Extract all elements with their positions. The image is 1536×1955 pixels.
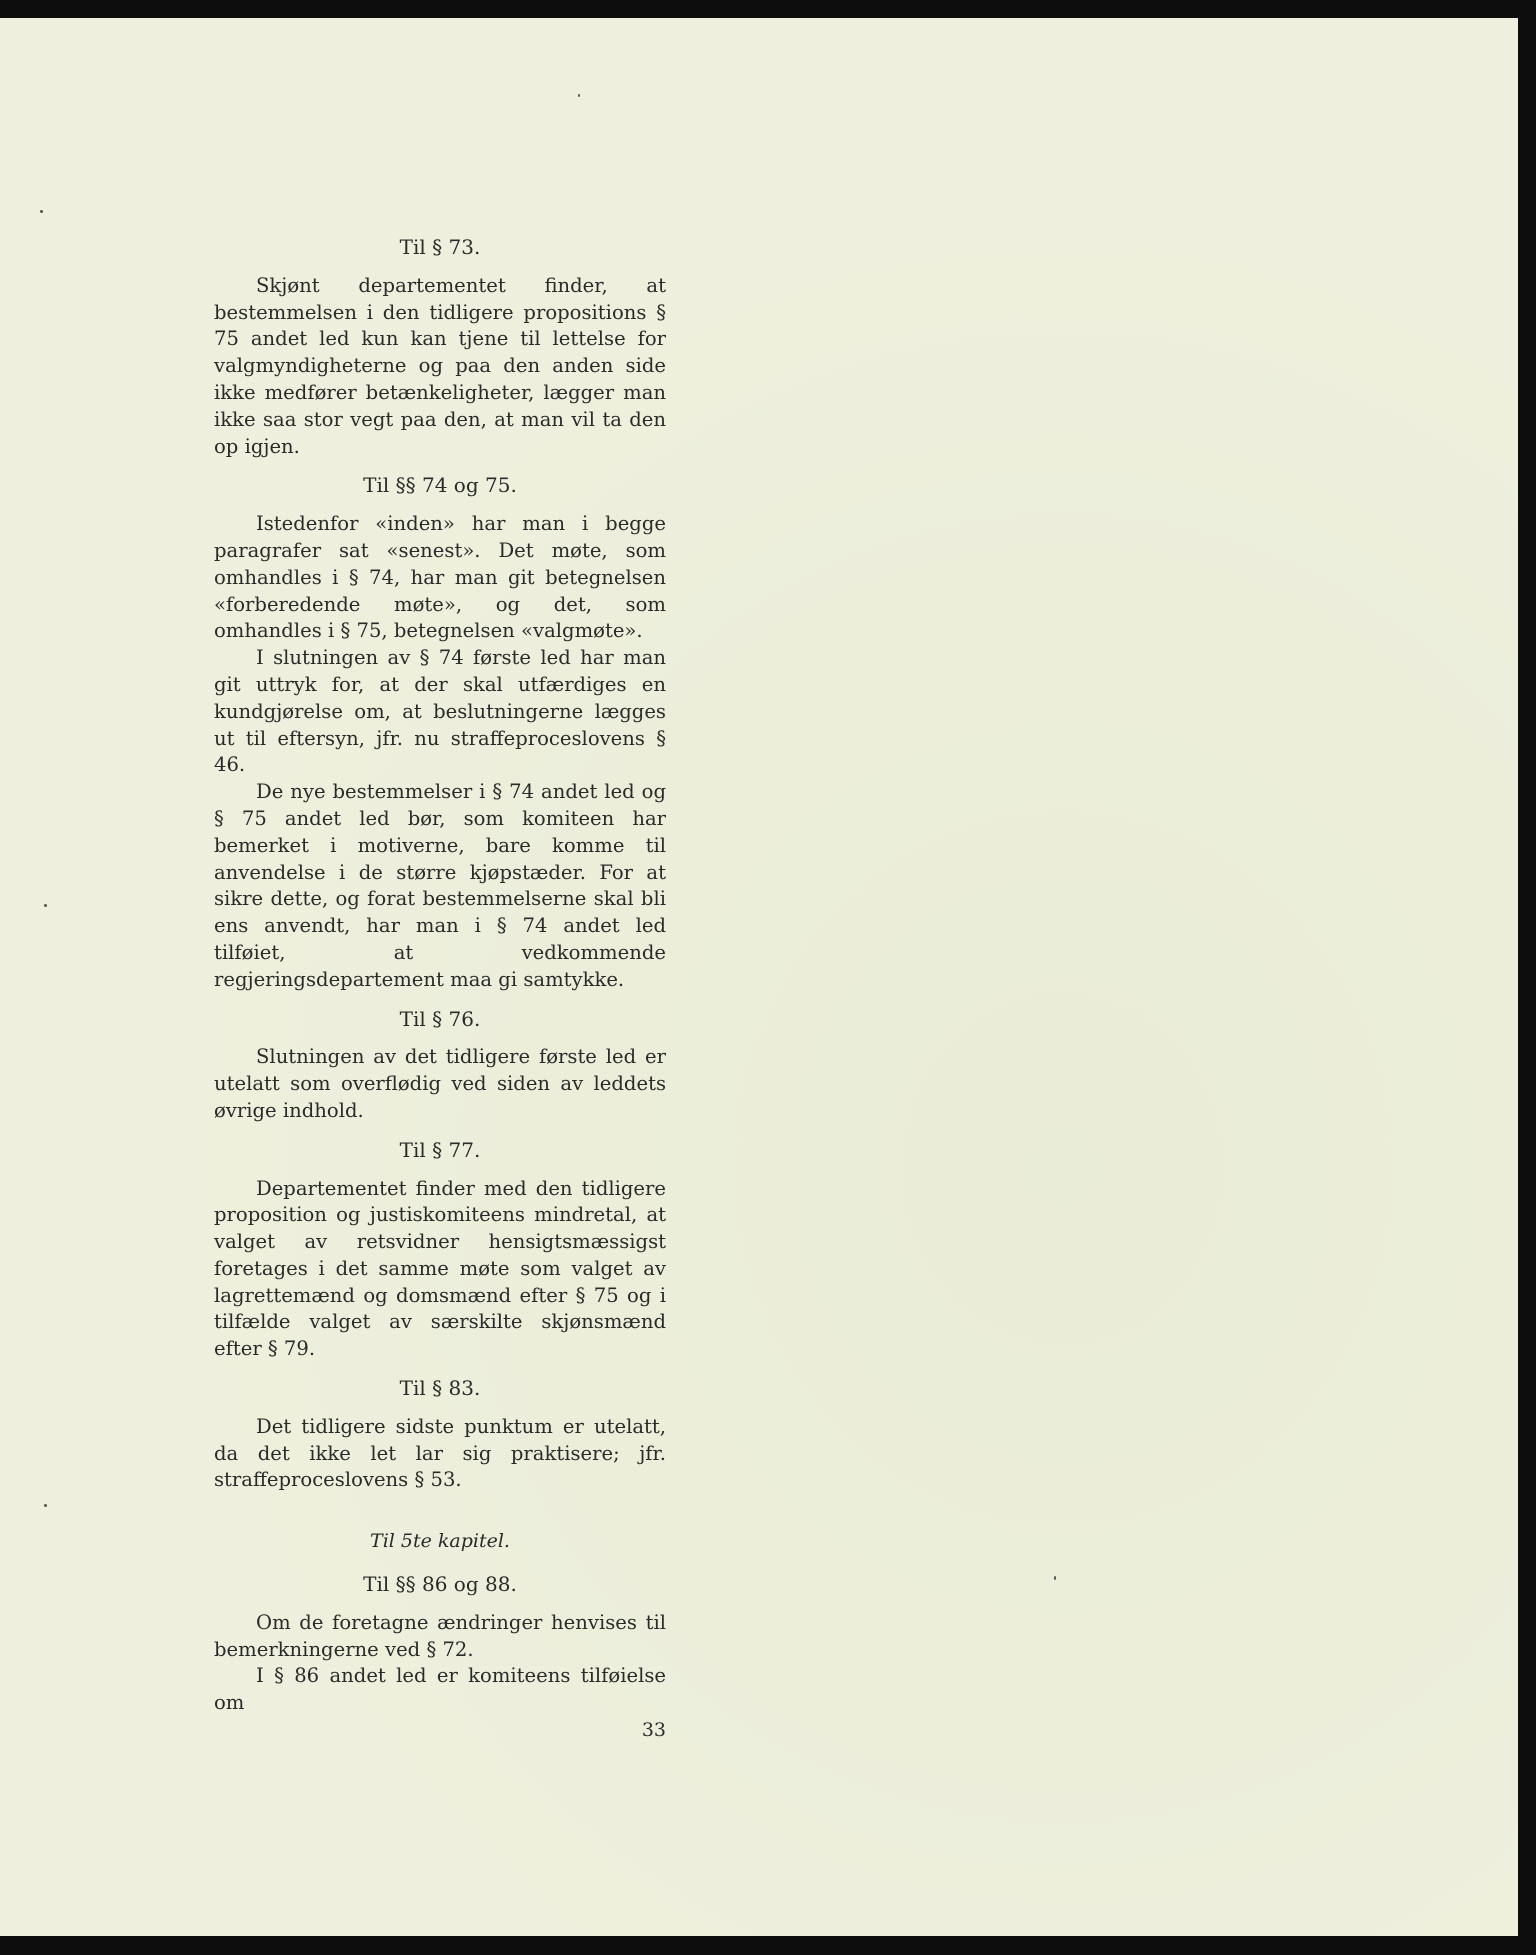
paragraph: De nye bestemmelser i § 74 andet led og § 75 andet led bør, som komiteen har bemerket i motiverne, bare komme til anvendelse i de større kjøpstæder. For at sikre dette, og forat bestemmelserne skal bli ens anvendt, har man i § 74 andet led tilføiet, at vedkommende regjeringsdepartement maa gi samtykke.: [214, 780, 666, 991]
paragraph: Skjønt departementet finder, at bestemmelsen i den tidligere propositions § 75 andet led kun kan tjene til lettelse for valgmyndigheterne og paa den anden side ikke medfører betænkeligheter, lægger man ikke saa stor vegt paa den, at man vil ta den op igjen.: [214, 273, 666, 458]
section-heading: Til § 83.: [399, 1376, 481, 1401]
paragraph: Slutningen av det tidligere første led er utelatt som overflødig ved siden av leddets øvrige indhold.: [214, 1045, 666, 1122]
section-heading: Til §§ 74 og 75.: [363, 473, 517, 498]
print-speck: [44, 1504, 47, 1507]
section-heading: Til §§ 86 og 88.: [363, 1572, 517, 1597]
section-heading: Til § 76.: [399, 1006, 481, 1031]
chapter-heading: Til 5te kapitel.: [370, 1530, 510, 1553]
sections: [214, 214, 666, 1494]
chapter-sections: [214, 1559, 666, 1717]
paragraph: Istedenfor «inden» har man i begge paragrafer sat «senest». Det møte, som omhandles i § 74, har man git betegnelsen «forberedende møte», og det, som omhandles i § 75, betegnelsen «valgmøte».: [214, 512, 666, 643]
section-heading: Til § 73.: [399, 235, 481, 259]
paragraph: Det tidligere sidste punktum er utelatt, da det ikke let lar sig praktisere; jfr. straffeproceslovens § 53.: [214, 1414, 666, 1492]
paragraph: I slutningen av § 74 første led har man git uttryk for, at der skal utfærdiges en kundgjørelse om, at beslutningerne lægges ut til eftersyn, jfr. nu straffeproceslovens § 46.: [214, 646, 666, 777]
paragraph: Departementet finder med den tidligere proposition og justiskomiteens mindretal, at valget av retsvidner hensigtsmæssigst foretages i det samme møte som valget av lagrettemænd og domsmænd efter § 75 og i tilfælde valget av særskilte skjønsmænd efter § 79.: [214, 1176, 666, 1361]
document-page: [0, 18, 1518, 1936]
print-speck: [44, 904, 47, 907]
text-column: [214, 214, 666, 1744]
print-speck: [578, 94, 580, 97]
print-speck: [40, 210, 43, 213]
section-heading: Til § 77.: [399, 1137, 481, 1162]
paragraph: Om de foretagne ændringer henvises til bemerkningerne ved § 72.: [214, 1610, 666, 1661]
page-number: 33: [641, 1719, 666, 1742]
paragraph: I § 86 andet led er komiteens tilføielse om: [214, 1664, 666, 1715]
print-speck: [1054, 1576, 1056, 1580]
